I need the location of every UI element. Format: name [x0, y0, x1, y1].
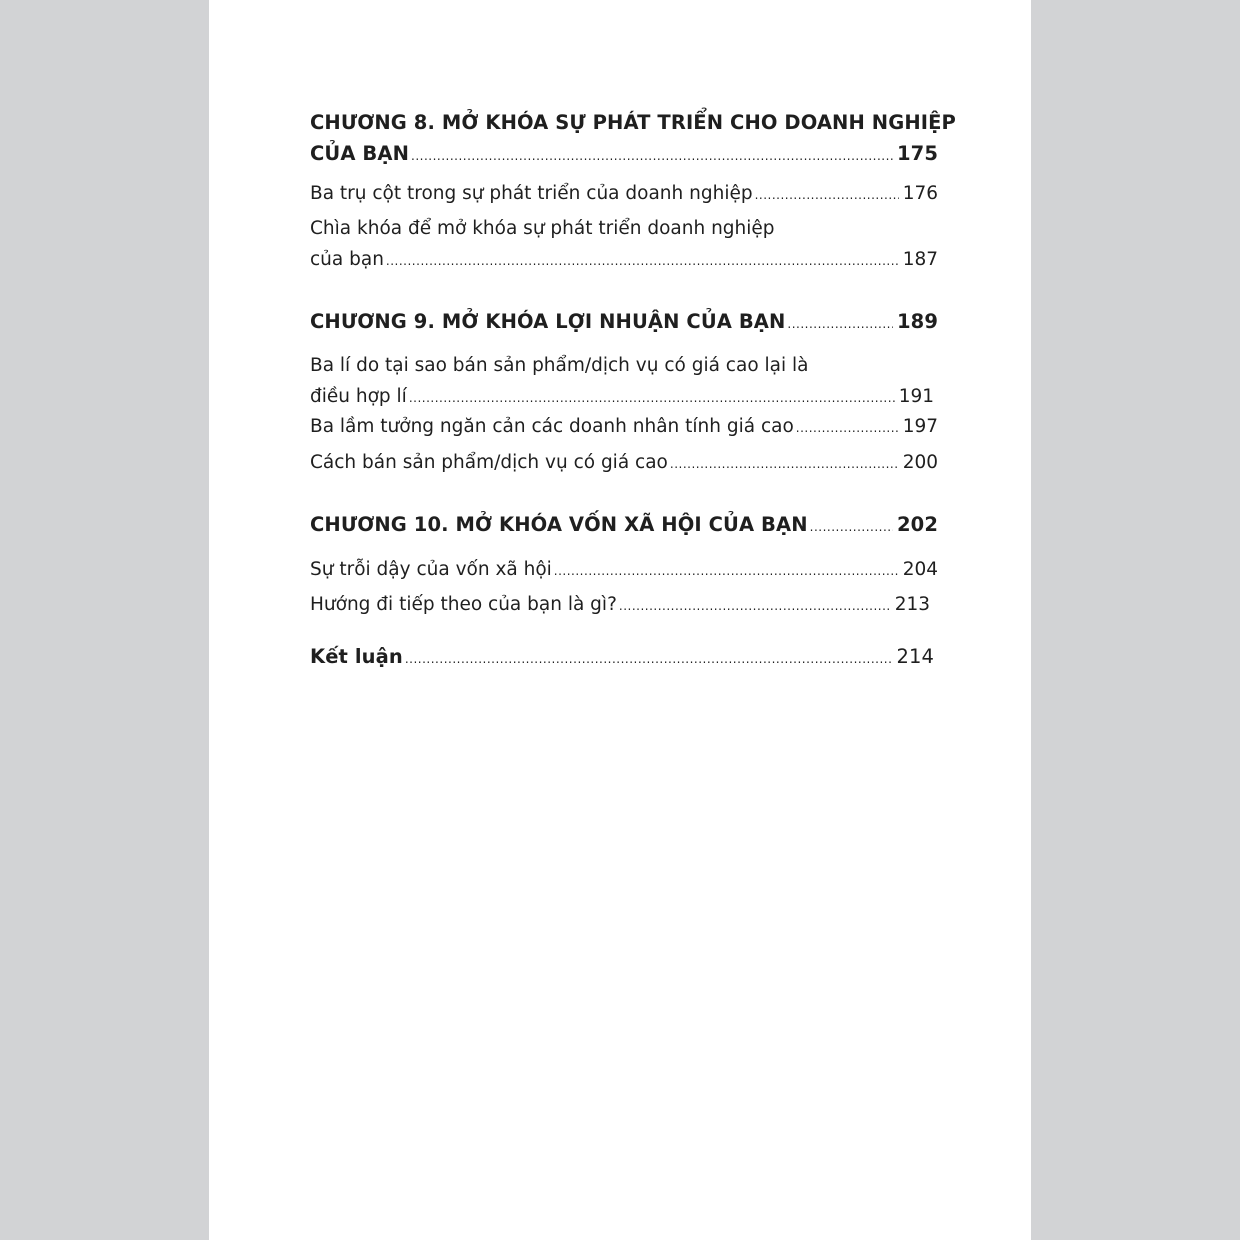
chapter-8-title-line2: CỦA BẠN	[310, 142, 409, 165]
entry-title-line2: của bạn	[310, 249, 384, 270]
toc-entry	[310, 594, 930, 615]
leader-dots	[405, 653, 893, 665]
leader-dots	[386, 255, 899, 267]
leader-dots	[787, 318, 893, 330]
entry-page: 200	[902, 452, 938, 473]
leader-dots	[670, 458, 899, 470]
chapter-9-title: CHƯƠNG 9. MỞ KHÓA LỢI NHUẬN CỦA BẠN	[310, 310, 786, 333]
leader-dots	[554, 565, 899, 577]
entry-page: 187	[902, 249, 938, 270]
leader-dots	[796, 422, 899, 434]
entry-page: 191	[898, 386, 934, 407]
toc-entry-line1	[310, 218, 775, 239]
leader-dots	[619, 600, 891, 612]
toc-conclusion	[310, 645, 934, 668]
leader-dots	[411, 150, 893, 162]
toc-entry	[310, 183, 938, 204]
entry-page: 204	[902, 559, 938, 580]
entry-page: 176	[902, 183, 938, 204]
toc-entry-line2	[310, 249, 938, 270]
leader-dots	[810, 521, 893, 533]
toc-entry-line1	[310, 355, 809, 376]
toc-entry	[310, 416, 938, 437]
entry-page: 213	[894, 594, 930, 615]
entry-title: Hướng đi tiếp theo của bạn là gì?	[310, 594, 617, 615]
leader-dots	[755, 189, 899, 201]
toc-entry	[310, 452, 938, 473]
entry-title-line1: Chìa khóa để mở khóa sự phát triển doanh nghiệp	[310, 218, 775, 239]
entry-title: Ba trụ cột trong sự phát triển của doanh nghiệp	[310, 183, 753, 204]
entry-title: Ba lầm tưởng ngăn cản các doanh nhân tính giá cao	[310, 416, 794, 437]
toc-entry	[310, 559, 938, 580]
toc-entry-line2	[310, 386, 934, 407]
chapter-10-title: CHƯƠNG 10. MỞ KHÓA VỐN XÃ HỘI CỦA BẠN	[310, 513, 808, 536]
conclusion-page: 214	[896, 645, 934, 668]
leader-dots	[409, 392, 895, 404]
toc-chapter-8-title-line1	[310, 111, 956, 134]
chapter-10-page: 202	[896, 513, 938, 536]
toc-chapter-8-title-line2	[310, 142, 938, 165]
entry-title: Cách bán sản phẩm/dịch vụ có giá cao	[310, 452, 668, 473]
chapter-8-page: 175	[896, 142, 938, 165]
chapter-9-page: 189	[896, 310, 938, 333]
entry-title-line2: điều hợp lí	[310, 386, 407, 407]
toc-chapter-9	[310, 310, 938, 333]
chapter-8-title-line1: CHƯƠNG 8. MỞ KHÓA SỰ PHÁT TRIỂN CHO DOANH NGHIỆP	[310, 111, 956, 134]
book-page	[209, 0, 1031, 1240]
toc-chapter-10	[310, 513, 938, 536]
entry-title-line1: Ba lí do tại sao bán sản phẩm/dịch vụ có giá cao lại là	[310, 355, 809, 376]
entry-page: 197	[902, 416, 938, 437]
conclusion-title: Kết luận	[310, 645, 403, 668]
entry-title: Sự trỗi dậy của vốn xã hội	[310, 559, 552, 580]
